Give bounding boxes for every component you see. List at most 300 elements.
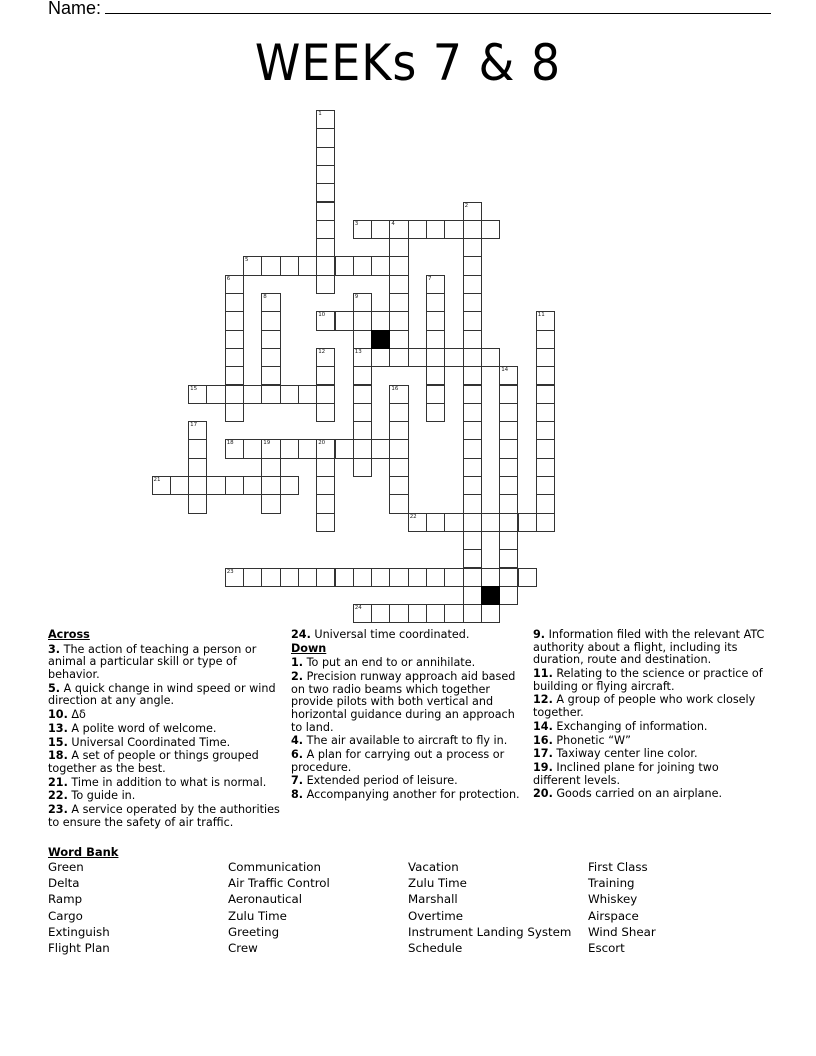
- grid-cell[interactable]: [389, 476, 408, 495]
- grid-cell[interactable]: [389, 568, 408, 587]
- clue-text: Goods carried on an airplane.: [556, 787, 723, 801]
- down-clue: [533, 762, 769, 787]
- cell-number: 6: [226, 275, 231, 282]
- grid-cell[interactable]: [261, 348, 280, 367]
- grid-cell[interactable]: [206, 385, 225, 404]
- grid-cell[interactable]: [371, 311, 390, 330]
- grid-cell[interactable]: [426, 311, 445, 330]
- grid-cell[interactable]: [536, 458, 555, 477]
- grid-cell[interactable]: [444, 604, 463, 623]
- grid-cell[interactable]: [316, 348, 335, 367]
- cell-number: 4: [391, 220, 395, 227]
- grid-cell[interactable]: [499, 476, 518, 495]
- grid-cell[interactable]: [371, 604, 390, 623]
- grid-cell[interactable]: [353, 256, 372, 275]
- word-bank-item: Airspace: [588, 908, 639, 923]
- down-clue: [533, 735, 769, 748]
- clue-text: Taxiway center line color.: [556, 747, 698, 761]
- grid-cell[interactable]: [316, 439, 335, 458]
- word-bank-item: Whiskey: [588, 892, 638, 907]
- clue-number: 16.: [533, 733, 553, 747]
- grid-cell[interactable]: [426, 403, 445, 422]
- down-clue: [291, 657, 529, 670]
- grid-cell[interactable]: [463, 513, 482, 532]
- grid-cell[interactable]: [353, 311, 372, 330]
- grid-cell[interactable]: [499, 366, 518, 385]
- cell-number: 17: [190, 422, 198, 429]
- grid-cell[interactable]: [463, 439, 482, 458]
- grid-cell[interactable]: [536, 494, 555, 513]
- grid-cell[interactable]: [463, 494, 482, 513]
- clue-number: 4.: [291, 734, 304, 748]
- grid-cell[interactable]: [225, 568, 244, 587]
- clue-number: 12.: [533, 693, 553, 707]
- grid-cell[interactable]: [463, 568, 482, 587]
- across-clue: [48, 790, 280, 803]
- clue-text: Δδ: [71, 707, 86, 721]
- black-cell: [481, 586, 500, 605]
- grid-cell[interactable]: [499, 586, 518, 605]
- grid-cell[interactable]: [463, 476, 482, 495]
- grid-cell[interactable]: [225, 366, 244, 385]
- word-bank-item: Aeronautical: [228, 892, 303, 907]
- grid-cell[interactable]: [371, 348, 390, 367]
- clue-text: Phonetic “W”: [556, 733, 631, 747]
- grid-cell[interactable]: [225, 403, 244, 422]
- word-bank-item: Crew: [228, 941, 258, 956]
- word-bank-item: Delta: [48, 876, 80, 891]
- word-bank-item: Air Traffic Control: [228, 876, 330, 891]
- grid-cell[interactable]: [371, 568, 390, 587]
- grid-cell[interactable]: [225, 439, 244, 458]
- cell-number: 9: [354, 294, 359, 300]
- clue-number: 22.: [48, 789, 68, 803]
- down-clue: [533, 748, 769, 761]
- grid-cell[interactable]: [444, 513, 463, 532]
- grid-cell[interactable]: [316, 110, 335, 129]
- grid-cell[interactable]: [389, 311, 408, 330]
- grid-cell[interactable]: [280, 568, 299, 587]
- clue-text: A group of people who work closely together.: [533, 693, 756, 719]
- clue-number: 11.: [533, 666, 553, 680]
- grid-cell[interactable]: [499, 439, 518, 458]
- grid-cell[interactable]: [225, 311, 244, 330]
- grid-cell[interactable]: [188, 385, 207, 404]
- grid-cell[interactable]: [261, 458, 280, 477]
- grid-cell[interactable]: [389, 293, 408, 312]
- word-bank-item: Wind Shear: [588, 924, 656, 939]
- grid-cell[interactable]: [499, 513, 518, 532]
- grid-cell[interactable]: [408, 220, 427, 239]
- grid-cell[interactable]: [389, 220, 408, 239]
- word-bank-item: Zulu Time: [408, 876, 467, 891]
- grid-cell[interactable]: [243, 476, 262, 495]
- clue-text: Time in addition to what is normal.: [71, 775, 267, 789]
- grid-cell[interactable]: [316, 128, 335, 147]
- grid-cell[interactable]: [170, 476, 189, 495]
- grid-cell[interactable]: [389, 403, 408, 422]
- clue-text: Universal time coordinated.: [314, 628, 470, 641]
- grid-cell[interactable]: [280, 439, 299, 458]
- grid-cell[interactable]: [463, 531, 482, 550]
- grid-cell[interactable]: [481, 513, 500, 532]
- grid-cell[interactable]: [188, 421, 207, 440]
- clue-number: 19.: [533, 761, 553, 775]
- grid-cell[interactable]: [389, 494, 408, 513]
- clue-text: Relating to the science or practice of building or flying aircraft.: [533, 666, 763, 693]
- grid-cell[interactable]: [389, 385, 408, 404]
- across-clue: [291, 629, 529, 642]
- grid-cell[interactable]: [316, 220, 335, 239]
- grid-cell[interactable]: [408, 348, 427, 367]
- grid-cell[interactable]: [426, 348, 445, 367]
- grid-cell[interactable]: [426, 293, 445, 312]
- grid-cell[interactable]: [316, 165, 335, 184]
- cell-number: 1: [318, 111, 322, 117]
- clue-text: A polite word of welcome.: [71, 721, 217, 735]
- grid-cell[interactable]: [353, 220, 372, 239]
- grid-cell[interactable]: [408, 604, 427, 623]
- grid-cell[interactable]: [536, 366, 555, 385]
- word-bank-column: [48, 859, 110, 956]
- grid-cell[interactable]: [389, 330, 408, 349]
- grid-cell[interactable]: [261, 311, 280, 330]
- word-bank-item: Cargo: [48, 908, 83, 923]
- word-bank-item: First Class: [588, 860, 648, 874]
- grid-cell[interactable]: [463, 604, 482, 623]
- grid-cell[interactable]: [389, 421, 408, 440]
- clue-number: 7.: [291, 774, 304, 788]
- grid-cell[interactable]: [188, 494, 207, 513]
- grid-cell[interactable]: [206, 476, 225, 495]
- grid-cell[interactable]: [371, 439, 390, 458]
- grid-cell[interactable]: [316, 568, 335, 587]
- grid-cell[interactable]: [426, 513, 445, 532]
- clue-text: Precision runway approach aid based on two radio beams which together provide pilots with both vertical and horizontal guidance during an approach to land.: [291, 670, 516, 734]
- clue-number: 10.: [48, 707, 68, 721]
- grid-cell[interactable]: [225, 385, 244, 404]
- grid-cell[interactable]: [225, 348, 244, 367]
- grid-cell[interactable]: [536, 311, 555, 330]
- grid-cell[interactable]: [463, 421, 482, 440]
- grid-cell[interactable]: [316, 476, 335, 495]
- clue-text: Extended period of leisure.: [306, 774, 458, 788]
- grid-cell[interactable]: [316, 403, 335, 422]
- grid-cell[interactable]: [261, 476, 280, 495]
- word-bank-item: Ramp: [48, 892, 83, 907]
- word-bank-column: [228, 859, 330, 956]
- grid-cell[interactable]: [188, 476, 207, 495]
- grid-cell[interactable]: [444, 220, 463, 239]
- clue-number: 3.: [48, 642, 61, 656]
- grid-cell[interactable]: [389, 458, 408, 477]
- grid-cell[interactable]: [463, 202, 482, 221]
- clue-number: 2.: [291, 670, 304, 684]
- clue-text: To guide in.: [71, 789, 136, 803]
- grid-cell[interactable]: [261, 568, 280, 587]
- grid-cell[interactable]: [444, 348, 463, 367]
- grid-cell[interactable]: [298, 256, 317, 275]
- grid-cell[interactable]: [353, 439, 372, 458]
- grid-cell[interactable]: [353, 604, 372, 623]
- grid-cell[interactable]: [463, 403, 482, 422]
- grid-cell[interactable]: [225, 330, 244, 349]
- across-clue: [48, 750, 280, 775]
- across-clue: [48, 737, 280, 750]
- grid-cell[interactable]: [316, 202, 335, 221]
- grid-cell[interactable]: [280, 256, 299, 275]
- grid-cell[interactable]: [389, 439, 408, 458]
- grid-cell[interactable]: [280, 476, 299, 495]
- cell-number: 10: [318, 312, 326, 319]
- grid-cell[interactable]: [316, 183, 335, 202]
- grid-cell[interactable]: [426, 604, 445, 623]
- grid-cell[interactable]: [499, 549, 518, 568]
- grid-cell[interactable]: [426, 220, 445, 239]
- across-heading: Across: [48, 628, 90, 641]
- grid-cell[interactable]: [353, 293, 372, 312]
- grid-cell[interactable]: [353, 403, 372, 422]
- grid-cell[interactable]: [243, 256, 262, 275]
- cell-number: 8: [263, 294, 267, 300]
- grid-cell[interactable]: [188, 439, 207, 458]
- clue-text: Universal Coordinated Time.: [71, 735, 231, 749]
- cell-number: 2: [464, 202, 469, 209]
- grid-cell[interactable]: [316, 366, 335, 385]
- grid-cell[interactable]: [463, 293, 482, 312]
- cell-number: 23: [226, 568, 234, 575]
- clue-text: Information filed with the relevant ATC authority about a flight, including its duration, route and destination.: [533, 628, 765, 667]
- grid-cell[interactable]: [243, 385, 262, 404]
- grid-cell[interactable]: [463, 256, 482, 275]
- grid-cell[interactable]: [536, 476, 555, 495]
- grid-cell[interactable]: [536, 439, 555, 458]
- down-clue: [291, 789, 529, 802]
- grid-cell[interactable]: [353, 568, 372, 587]
- word-bank-item: Flight Plan: [48, 941, 110, 956]
- grid-cell[interactable]: [353, 421, 372, 440]
- down-clue: [291, 671, 529, 734]
- down-clue: [533, 668, 769, 693]
- grid-cell[interactable]: [499, 568, 518, 587]
- grid-cell[interactable]: [481, 604, 500, 623]
- word-bank-item: Zulu Time: [228, 908, 287, 923]
- grid-cell[interactable]: [463, 311, 482, 330]
- grid-cell[interactable]: [481, 568, 500, 587]
- clue-text: Inclined plane for joining two different levels.: [533, 761, 719, 787]
- grid-cell[interactable]: [353, 385, 372, 404]
- grid-cell[interactable]: [444, 568, 463, 587]
- cell-number: 20: [318, 440, 326, 447]
- grid-cell[interactable]: [389, 604, 408, 623]
- cell-number: 14: [501, 367, 509, 374]
- grid-cell[interactable]: [353, 348, 372, 367]
- grid-cell[interactable]: [426, 366, 445, 385]
- grid-cell[interactable]: [536, 330, 555, 349]
- cell-number: 11: [537, 312, 545, 319]
- grid-cell[interactable]: [463, 586, 482, 605]
- grid-cell[interactable]: [261, 494, 280, 513]
- grid-cell[interactable]: [261, 385, 280, 404]
- cell-number: 5: [245, 257, 249, 264]
- grid-cell[interactable]: [298, 568, 317, 587]
- grid-cell[interactable]: [298, 439, 317, 458]
- across-clue: [48, 804, 280, 829]
- grid-cell[interactable]: [463, 238, 482, 257]
- grid-cell[interactable]: [481, 348, 500, 367]
- grid-cell[interactable]: [389, 238, 408, 257]
- grid-cell[interactable]: [353, 366, 372, 385]
- grid-cell[interactable]: [353, 458, 372, 477]
- grid-cell[interactable]: [518, 513, 537, 532]
- word-bank-item: Green: [48, 860, 84, 874]
- word-bank-column: [408, 859, 571, 956]
- clue-text: A set of people or things grouped together as the best.: [48, 749, 259, 775]
- grid-cell[interactable]: [316, 238, 335, 257]
- cell-number: 15: [190, 385, 198, 392]
- clue-number: 24.: [291, 628, 311, 641]
- clue-text: Exchanging of information.: [556, 719, 708, 733]
- grid-cell[interactable]: [499, 458, 518, 477]
- grid-cell[interactable]: [426, 568, 445, 587]
- grid-cell[interactable]: [225, 293, 244, 312]
- word-bank-item: Greeting: [228, 924, 280, 939]
- grid-cell[interactable]: [389, 256, 408, 275]
- grid-cell[interactable]: [280, 385, 299, 404]
- grid-cell[interactable]: [426, 385, 445, 404]
- word-bank-item: Training: [588, 876, 635, 891]
- grid-cell[interactable]: [389, 348, 408, 367]
- cell-number: 22: [409, 513, 417, 520]
- grid-cell[interactable]: [463, 549, 482, 568]
- grid-cell[interactable]: [389, 275, 408, 294]
- clue-number: 21.: [48, 775, 68, 789]
- cell-number: 12: [318, 348, 326, 355]
- grid-cell[interactable]: [316, 275, 335, 294]
- cell-number: 24: [354, 605, 362, 612]
- grid-cell[interactable]: [316, 385, 335, 404]
- grid-cell[interactable]: [225, 476, 244, 495]
- grid-cell[interactable]: [499, 494, 518, 513]
- across-clue: [48, 644, 280, 682]
- down-clue: [291, 735, 529, 748]
- grid-cell[interactable]: [261, 330, 280, 349]
- across-clue: [48, 683, 280, 708]
- grid-cell[interactable]: [426, 330, 445, 349]
- grid-cell[interactable]: [499, 531, 518, 550]
- grid-cell[interactable]: [408, 513, 427, 532]
- clue-text: A plan for carrying out a process or procedure.: [291, 748, 505, 774]
- word-bank-item: Overtime: [408, 908, 464, 923]
- grid-cell[interactable]: [335, 256, 354, 275]
- word-bank-column: [588, 859, 656, 956]
- clue-number: 13.: [48, 721, 68, 735]
- clue-number: 18.: [48, 749, 68, 763]
- word-bank-item: Communication: [228, 860, 321, 874]
- grid-cell[interactable]: [408, 568, 427, 587]
- grid-cell[interactable]: [463, 385, 482, 404]
- grid-cell[interactable]: [316, 494, 335, 513]
- grid-cell[interactable]: [463, 275, 482, 294]
- grid-cell[interactable]: [225, 275, 244, 294]
- clue-text: A quick change in wind speed or wind direction at any angle.: [48, 681, 276, 708]
- clue-column-2: [291, 629, 529, 803]
- grid-cell[interactable]: [353, 330, 372, 349]
- grid-cell[interactable]: [371, 220, 390, 239]
- clue-number: 9.: [533, 628, 546, 641]
- grid-cell[interactable]: [371, 256, 390, 275]
- grid-cell[interactable]: [316, 458, 335, 477]
- cell-number: 16: [391, 385, 399, 392]
- grid-cell[interactable]: [261, 256, 280, 275]
- grid-cell[interactable]: [463, 458, 482, 477]
- grid-cell[interactable]: [499, 421, 518, 440]
- cell-number: 21: [153, 477, 161, 483]
- down-clue: [533, 629, 769, 667]
- cell-number: 13: [354, 348, 362, 355]
- clue-text: To put an end to or annihilate.: [306, 656, 476, 670]
- grid-cell[interactable]: [335, 311, 354, 330]
- word-bank-item: Escort: [588, 941, 625, 956]
- across-clue: [48, 709, 280, 722]
- down-clue: [533, 721, 769, 734]
- grid-cell[interactable]: [518, 568, 537, 587]
- word-bank-item: Schedule: [408, 941, 463, 956]
- grid-cell[interactable]: [316, 311, 335, 330]
- grid-cell[interactable]: [188, 458, 207, 477]
- grid-cell[interactable]: [426, 275, 445, 294]
- clue-text: A service operated by the authorities to ensure the safety of air traffic.: [48, 803, 280, 829]
- grid-cell[interactable]: [536, 348, 555, 367]
- clue-column-1: [48, 629, 280, 831]
- grid-cell[interactable]: [243, 439, 262, 458]
- grid-cell[interactable]: [316, 256, 335, 275]
- down-clue: [291, 749, 529, 774]
- grid-cell[interactable]: [481, 220, 500, 239]
- grid-cell[interactable]: [335, 439, 354, 458]
- grid-cell[interactable]: [152, 476, 171, 495]
- clue-text: Accompanying another for protection.: [306, 788, 520, 802]
- grid-cell[interactable]: [463, 330, 482, 349]
- grid-cell[interactable]: [463, 366, 482, 385]
- grid-cell[interactable]: [316, 147, 335, 166]
- grid-cell[interactable]: [261, 439, 280, 458]
- clue-number: 1.: [291, 656, 304, 670]
- word-bank-item: Marshall: [408, 892, 458, 907]
- grid-cell[interactable]: [499, 403, 518, 422]
- grid-cell[interactable]: [335, 568, 354, 587]
- grid-cell[interactable]: [499, 385, 518, 404]
- grid-cell[interactable]: [536, 421, 555, 440]
- grid-cell[interactable]: [261, 366, 280, 385]
- word-bank-item: Vacation: [408, 860, 459, 874]
- grid-cell[interactable]: [316, 513, 335, 532]
- grid-cell[interactable]: [243, 568, 262, 587]
- word-bank-item: Instrument Landing System: [408, 924, 572, 939]
- clue-number: 8.: [291, 788, 304, 802]
- cell-number: 19: [263, 440, 271, 447]
- down-clue: [291, 775, 529, 788]
- grid-cell[interactable]: [463, 348, 482, 367]
- grid-cell[interactable]: [536, 513, 555, 532]
- grid-cell[interactable]: [298, 385, 317, 404]
- clue-number: 14.: [533, 719, 553, 733]
- grid-cell[interactable]: [536, 403, 555, 422]
- grid-cell[interactable]: [536, 385, 555, 404]
- grid-cell[interactable]: [261, 293, 280, 312]
- clue-text: The action of teaching a person or animal a particular skill or type of behavior.: [48, 642, 257, 681]
- grid-cell[interactable]: [463, 220, 482, 239]
